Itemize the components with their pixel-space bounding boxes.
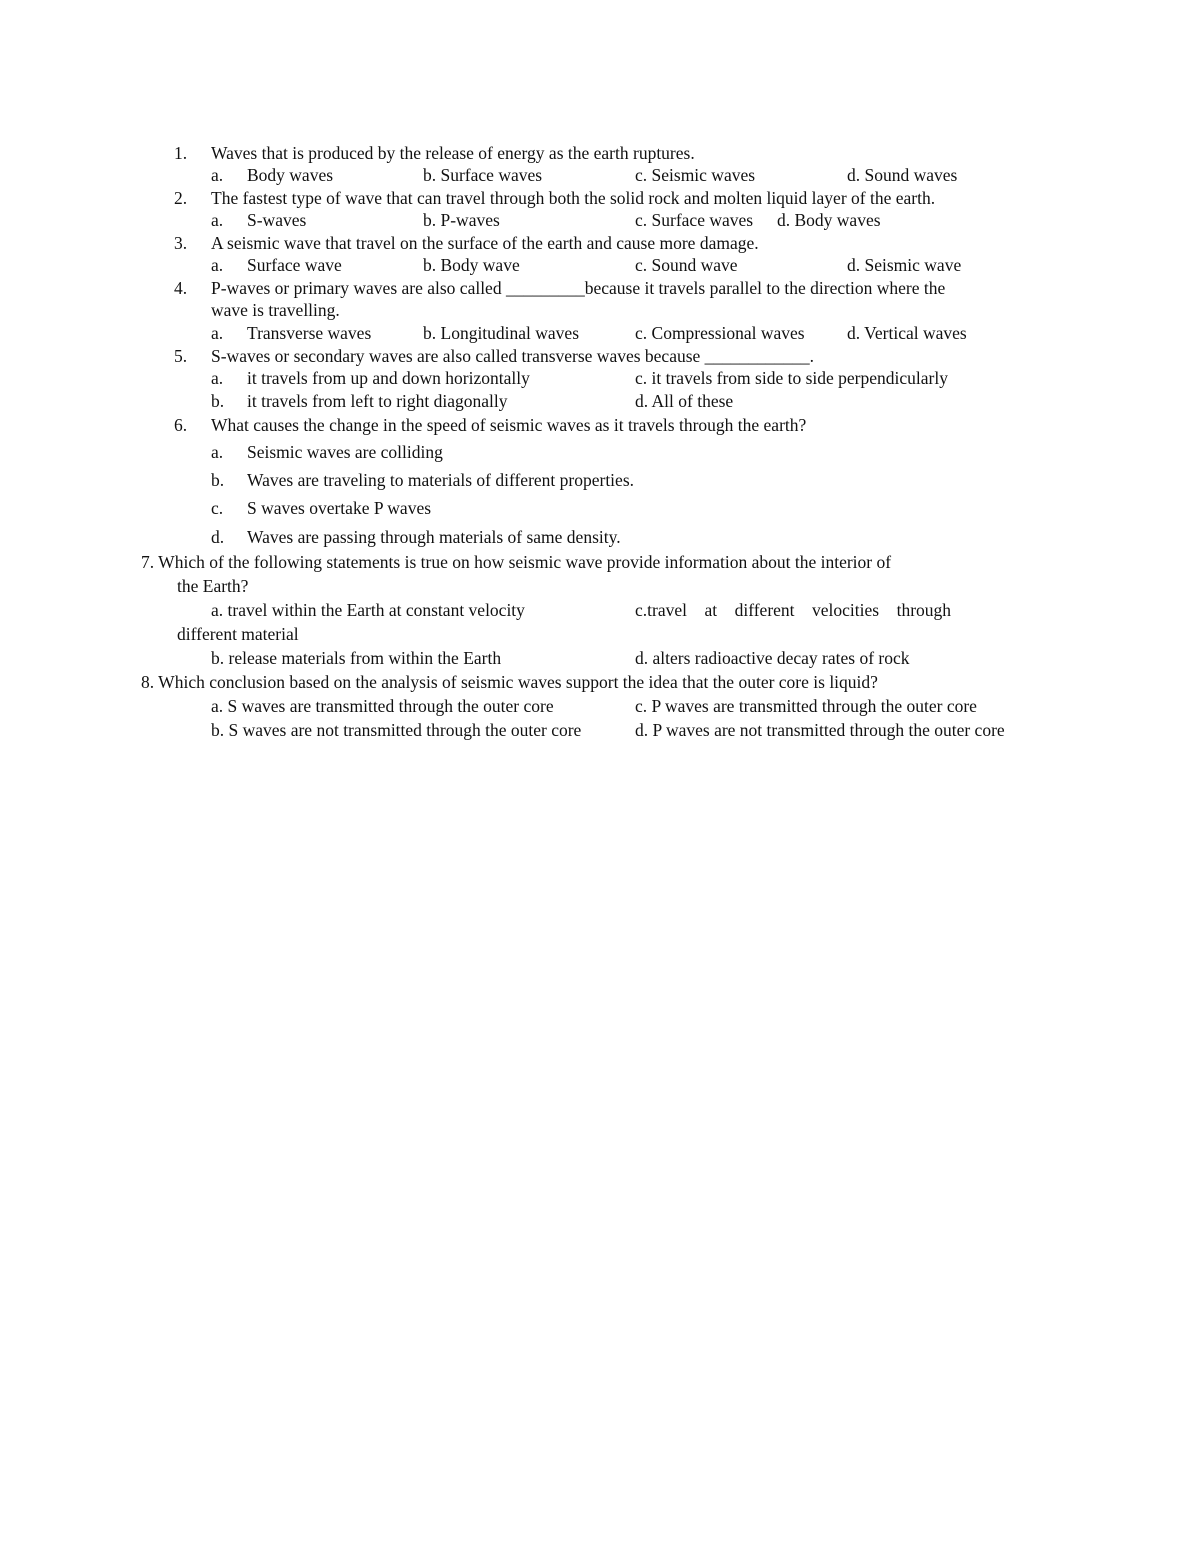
- option-d: d. P waves are not transmitted through the outer core: [635, 720, 1005, 740]
- option-c: c. it travels from side to side perpendicularly: [635, 368, 948, 388]
- option-a: Transverse waves: [247, 323, 372, 343]
- question-number: 5.: [174, 346, 188, 366]
- option-b: b. Longitudinal waves: [423, 323, 580, 343]
- option-d: d. All of these: [635, 391, 734, 411]
- option-letter: a.: [211, 165, 224, 185]
- question-text: 7. Which of the following statements is true on how seismic wave provide information about the interior of: [141, 552, 892, 572]
- option-a: Body waves: [247, 165, 334, 185]
- option-letter: a.: [211, 255, 224, 275]
- option-c: c. Compressional waves: [635, 323, 805, 343]
- option-d: d. alters radioactive decay rates of rock: [635, 648, 910, 668]
- question-text: A seismic wave that travel on the surface of the earth and cause more damage.: [211, 233, 759, 253]
- option-b: b. P-waves: [423, 210, 500, 230]
- question-number: 2.: [174, 188, 188, 208]
- option-d: d. Vertical waves: [847, 323, 967, 343]
- option-letter: d.: [211, 527, 225, 547]
- option-letter: b.: [211, 470, 225, 490]
- question-text: S-waves or secondary waves are also called transverse waves because ____________.: [211, 346, 815, 366]
- option-b: Waves are traveling to materials of different properties.: [247, 470, 634, 490]
- option-c: c. Seismic waves: [635, 165, 756, 185]
- question-number: 1.: [174, 143, 188, 163]
- option-letter: a.: [211, 323, 224, 343]
- option-letter: a.: [211, 368, 224, 388]
- option-c: c.travel at different velocities through: [635, 600, 952, 620]
- question-number: 4.: [174, 278, 188, 298]
- question-text-continued: the Earth?: [177, 576, 249, 596]
- option-a: Surface wave: [247, 255, 342, 275]
- question-text-continued: wave is travelling.: [211, 300, 340, 320]
- option-c: S waves overtake P waves: [247, 498, 432, 518]
- option-a: S-waves: [247, 210, 307, 230]
- option-c: c. P waves are transmitted through the outer core: [635, 696, 977, 716]
- option-letter: a.: [211, 210, 224, 230]
- option-letter: b.: [211, 391, 225, 411]
- option-d: d. Sound waves: [847, 165, 958, 185]
- option-c: c. Surface waves: [635, 210, 754, 230]
- option-a: a. travel within the Earth at constant velocity: [211, 600, 525, 620]
- question-text: What causes the change in the speed of seismic waves as it travels through the earth?: [211, 415, 807, 435]
- option-b: b. Body wave: [423, 255, 520, 275]
- question-text: Waves that is produced by the release of energy as the earth ruptures.: [211, 143, 695, 163]
- option-a: it travels from up and down horizontally: [247, 368, 530, 388]
- question-text: The fastest type of wave that can travel through both the solid rock and molten liquid layer of the earth.: [211, 188, 936, 208]
- option-c: c. Sound wave: [635, 255, 738, 275]
- option-b: it travels from left to right diagonally: [247, 391, 508, 411]
- option-d: d. Body waves: [777, 210, 881, 230]
- question-text: 8. Which conclusion based on the analysis of seismic waves support the idea that the outer core is liquid?: [141, 672, 878, 692]
- option-b: b. release materials from within the Earth: [211, 648, 502, 668]
- option-b: b. Surface waves: [423, 165, 543, 185]
- option-a: a. S waves are transmitted through the outer core: [211, 696, 554, 716]
- option-d: d. Seismic wave: [847, 255, 962, 275]
- option-b: b. S waves are not transmitted through the outer core: [211, 720, 582, 740]
- question-number: 3.: [174, 233, 188, 253]
- question-text: P-waves or primary waves are also called _________because it travels parallel to the direction where the: [211, 278, 946, 298]
- option-d: Waves are passing through materials of same density.: [247, 527, 621, 547]
- option-a: Seismic waves are colliding: [247, 442, 443, 462]
- option-letter: c.: [211, 498, 224, 518]
- option-letter: a.: [211, 442, 224, 462]
- option-c-continued: different material: [177, 624, 299, 644]
- question-number: 6.: [174, 415, 188, 435]
